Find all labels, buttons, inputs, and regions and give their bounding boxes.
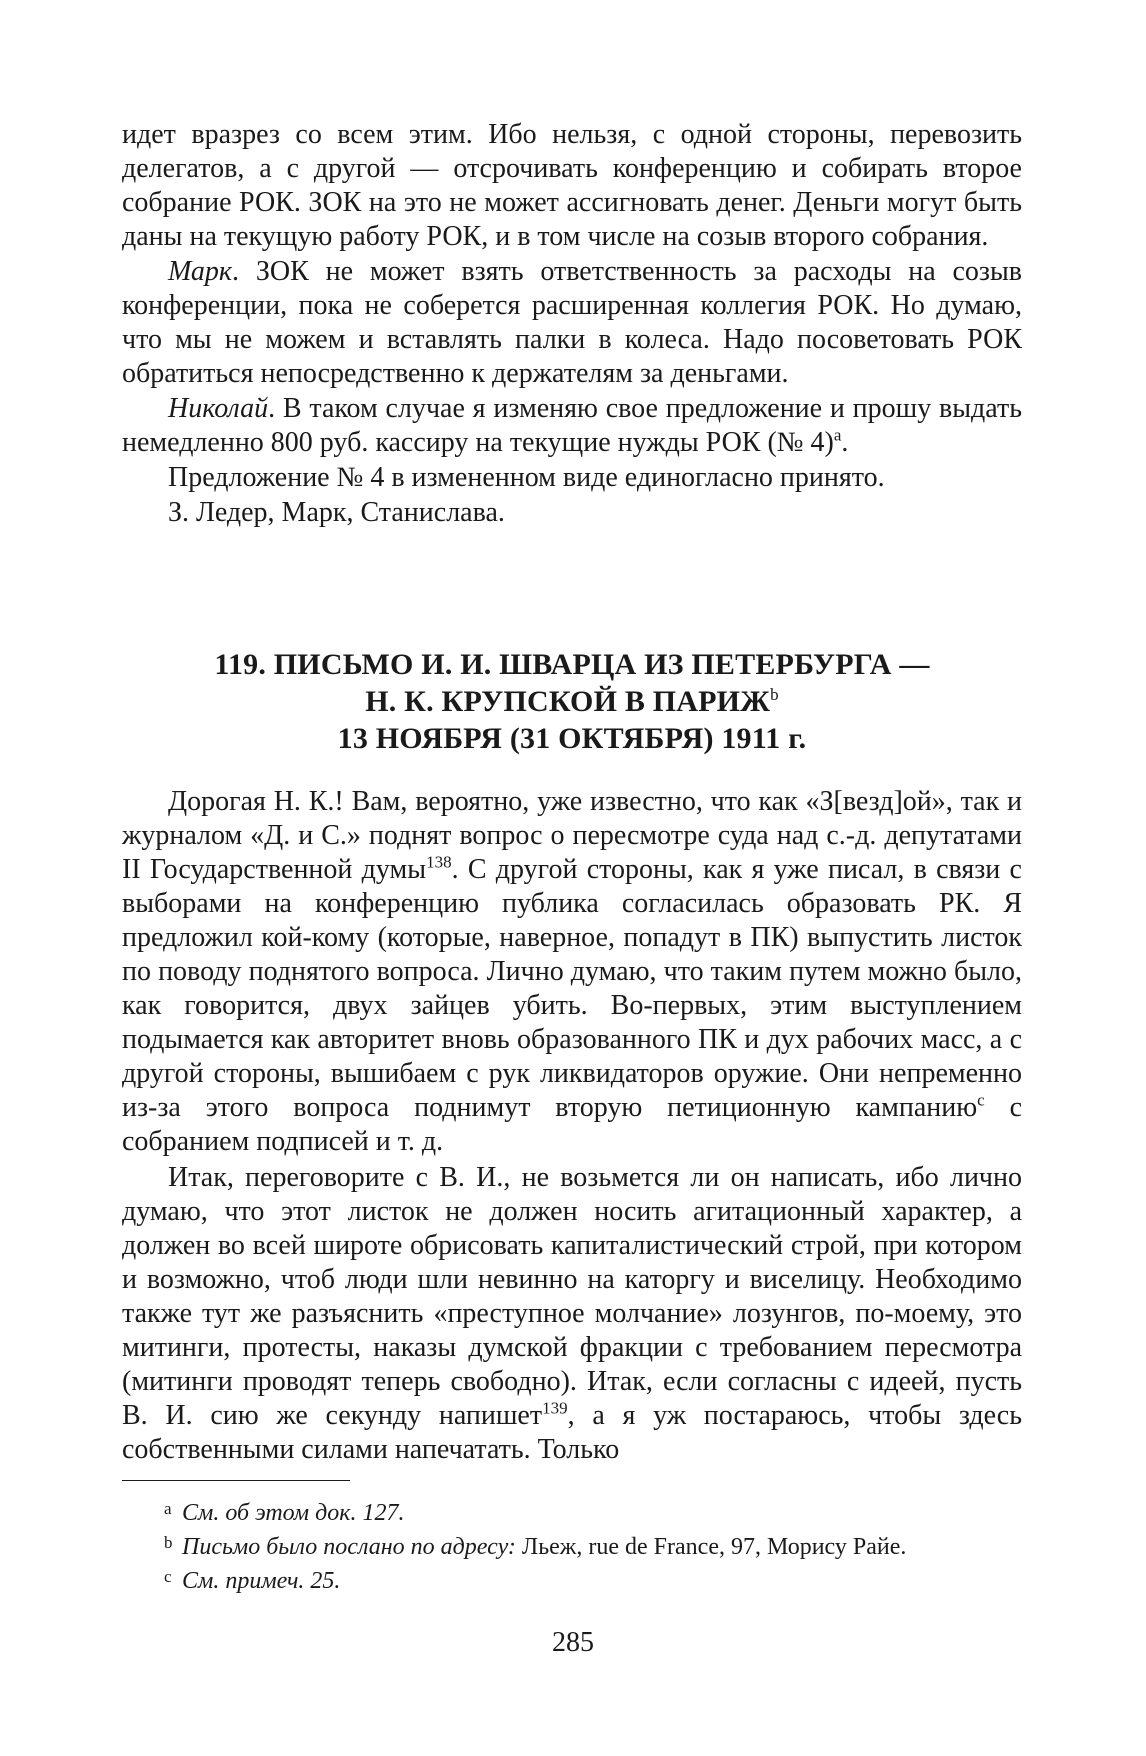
footnote-marker: c [977,1090,985,1110]
paragraph-mark [122,255,1022,391]
footnote-italic: Письмо было послано по адресу: [182,1534,516,1560]
protocol-continuation [122,118,1022,530]
footnote-mark: a [164,1499,172,1518]
paragraph: идет вразрез со всем этим. Ибо нельзя, с одной стороны, перевозить делегатов, а с другой — отсрочивать конференцию и собирать второе собрание РОК. ЗОК на это не может ассигновать денег. Деньги могут быть даны на текущую работу РОК, и в том числе на созыв второго собрания. [122,119,1022,252]
note-reference: 139 [542,1398,568,1418]
document-heading [122,646,1022,757]
footnote-italic: См. примеч. 25. [182,1568,341,1594]
footnote [164,1564,1024,1598]
letter-paragraph-1 [122,785,1022,1159]
footnote-text: Льеж, rue de France, 97, Морису Райе. [515,1534,907,1560]
speech-text: . В таком случае я изменяю свое предложение и прошу выдать немедленно 800 руб. кассиру на текущие нужды РОК (№ 4) [122,393,1022,458]
heading-line-3: 13 НОЯБРЯ (31 ОКТЯБРЯ) 1911 г. [337,722,807,755]
note-reference: 138 [426,852,452,872]
footnote-mark: b [164,1533,173,1552]
footnote [164,1530,1024,1564]
text: с собранием подписей и т. д. [122,1092,1022,1157]
text: , а я уж постараюсь, чтобы здесь собственными силами напечатать. Только [122,1400,1022,1465]
letter-body [122,785,1022,1467]
speaker-name: Марк [168,256,233,287]
footnote [164,1496,1024,1530]
footnotes [164,1496,1024,1598]
footnote-marker: a [833,425,842,445]
signatures-line: З. Ледер, Марк, Станислава. [168,497,505,528]
punctuation: . [841,427,849,458]
decision-line: Предложение № 4 в измененном виде единогласно принято. [168,462,885,493]
letter-paragraph-2 [122,1161,1022,1467]
speaker-name: Николай [168,393,269,424]
text: Итак, переговорите с В. И., не возьмется ли он написать, ибо лично думаю, что этот листок не должен носить агитационный характер, а должен во всей широте обрисовать капиталистический строй, при котором и возможно, чтоб люди шли невинно на каторгу и виселицу. Необходимо также тут же разъяснить «преступное молчание» лозунгов, по-моему, это митинги, протесты, наказы думской фракции с требованием пересмотра (митинги проводят теперь свободно). Итак, если согласны с идеей, пусть В. И. сию же секунду напишет [122,1162,1022,1431]
paragraph-nikolai [122,392,1022,460]
page-number: 285 [552,1627,594,1658]
text: Дорогая Н. К.! Вам, вероятно, уже известно, что как «З[везд]ой», так и журналом «Д. и С.» поднят вопрос о пересмотре суда над с.-д. депутатами II Государственной думы [122,786,1022,885]
footnote-divider [122,1480,350,1481]
heading-line-2 [122,683,1022,720]
speech-text: . ЗОК не может взять ответственность за расходы на созыв конференции, пока не соберется расширенная коллегия РОК. Но думаю, что мы не можем и вставлять палки в колеса. Надо посоветовать РОК обратиться непосредственно к держателям за деньгами. [122,256,1022,389]
footnote-marker: b [770,685,779,704]
heading-line-1: 119. ПИСЬМО И. И. ШВАРЦА ИЗ ПЕТЕРБУРГА — [214,648,930,681]
text: . С другой стороны, как я уже писал, в связи с выборами на конференцию публика согласилась образовать РК. Я предложил кой-кому (которые, наверное, попадут в ПК) выпустить листок по поводу поднятого вопроса. Лично думаю, что таким путем можно было, как говорится, двух зайцев убить. Во-первых, этим выступлением подымается как авторитет вновь образованного ПК и дух рабочих масс, а с другой стороны, вышибаем с рук ликвидаторов оружие. Они непременно из-за этого вопроса поднимут вторую петиционную кампанию [122,854,1022,1123]
footnote-italic: См. об этом док. 127. [182,1500,405,1526]
heading-line-2-text: Н. К. КРУПСКОЙ В ПАРИЖ [365,685,771,718]
footnote-mark: c [164,1567,172,1586]
